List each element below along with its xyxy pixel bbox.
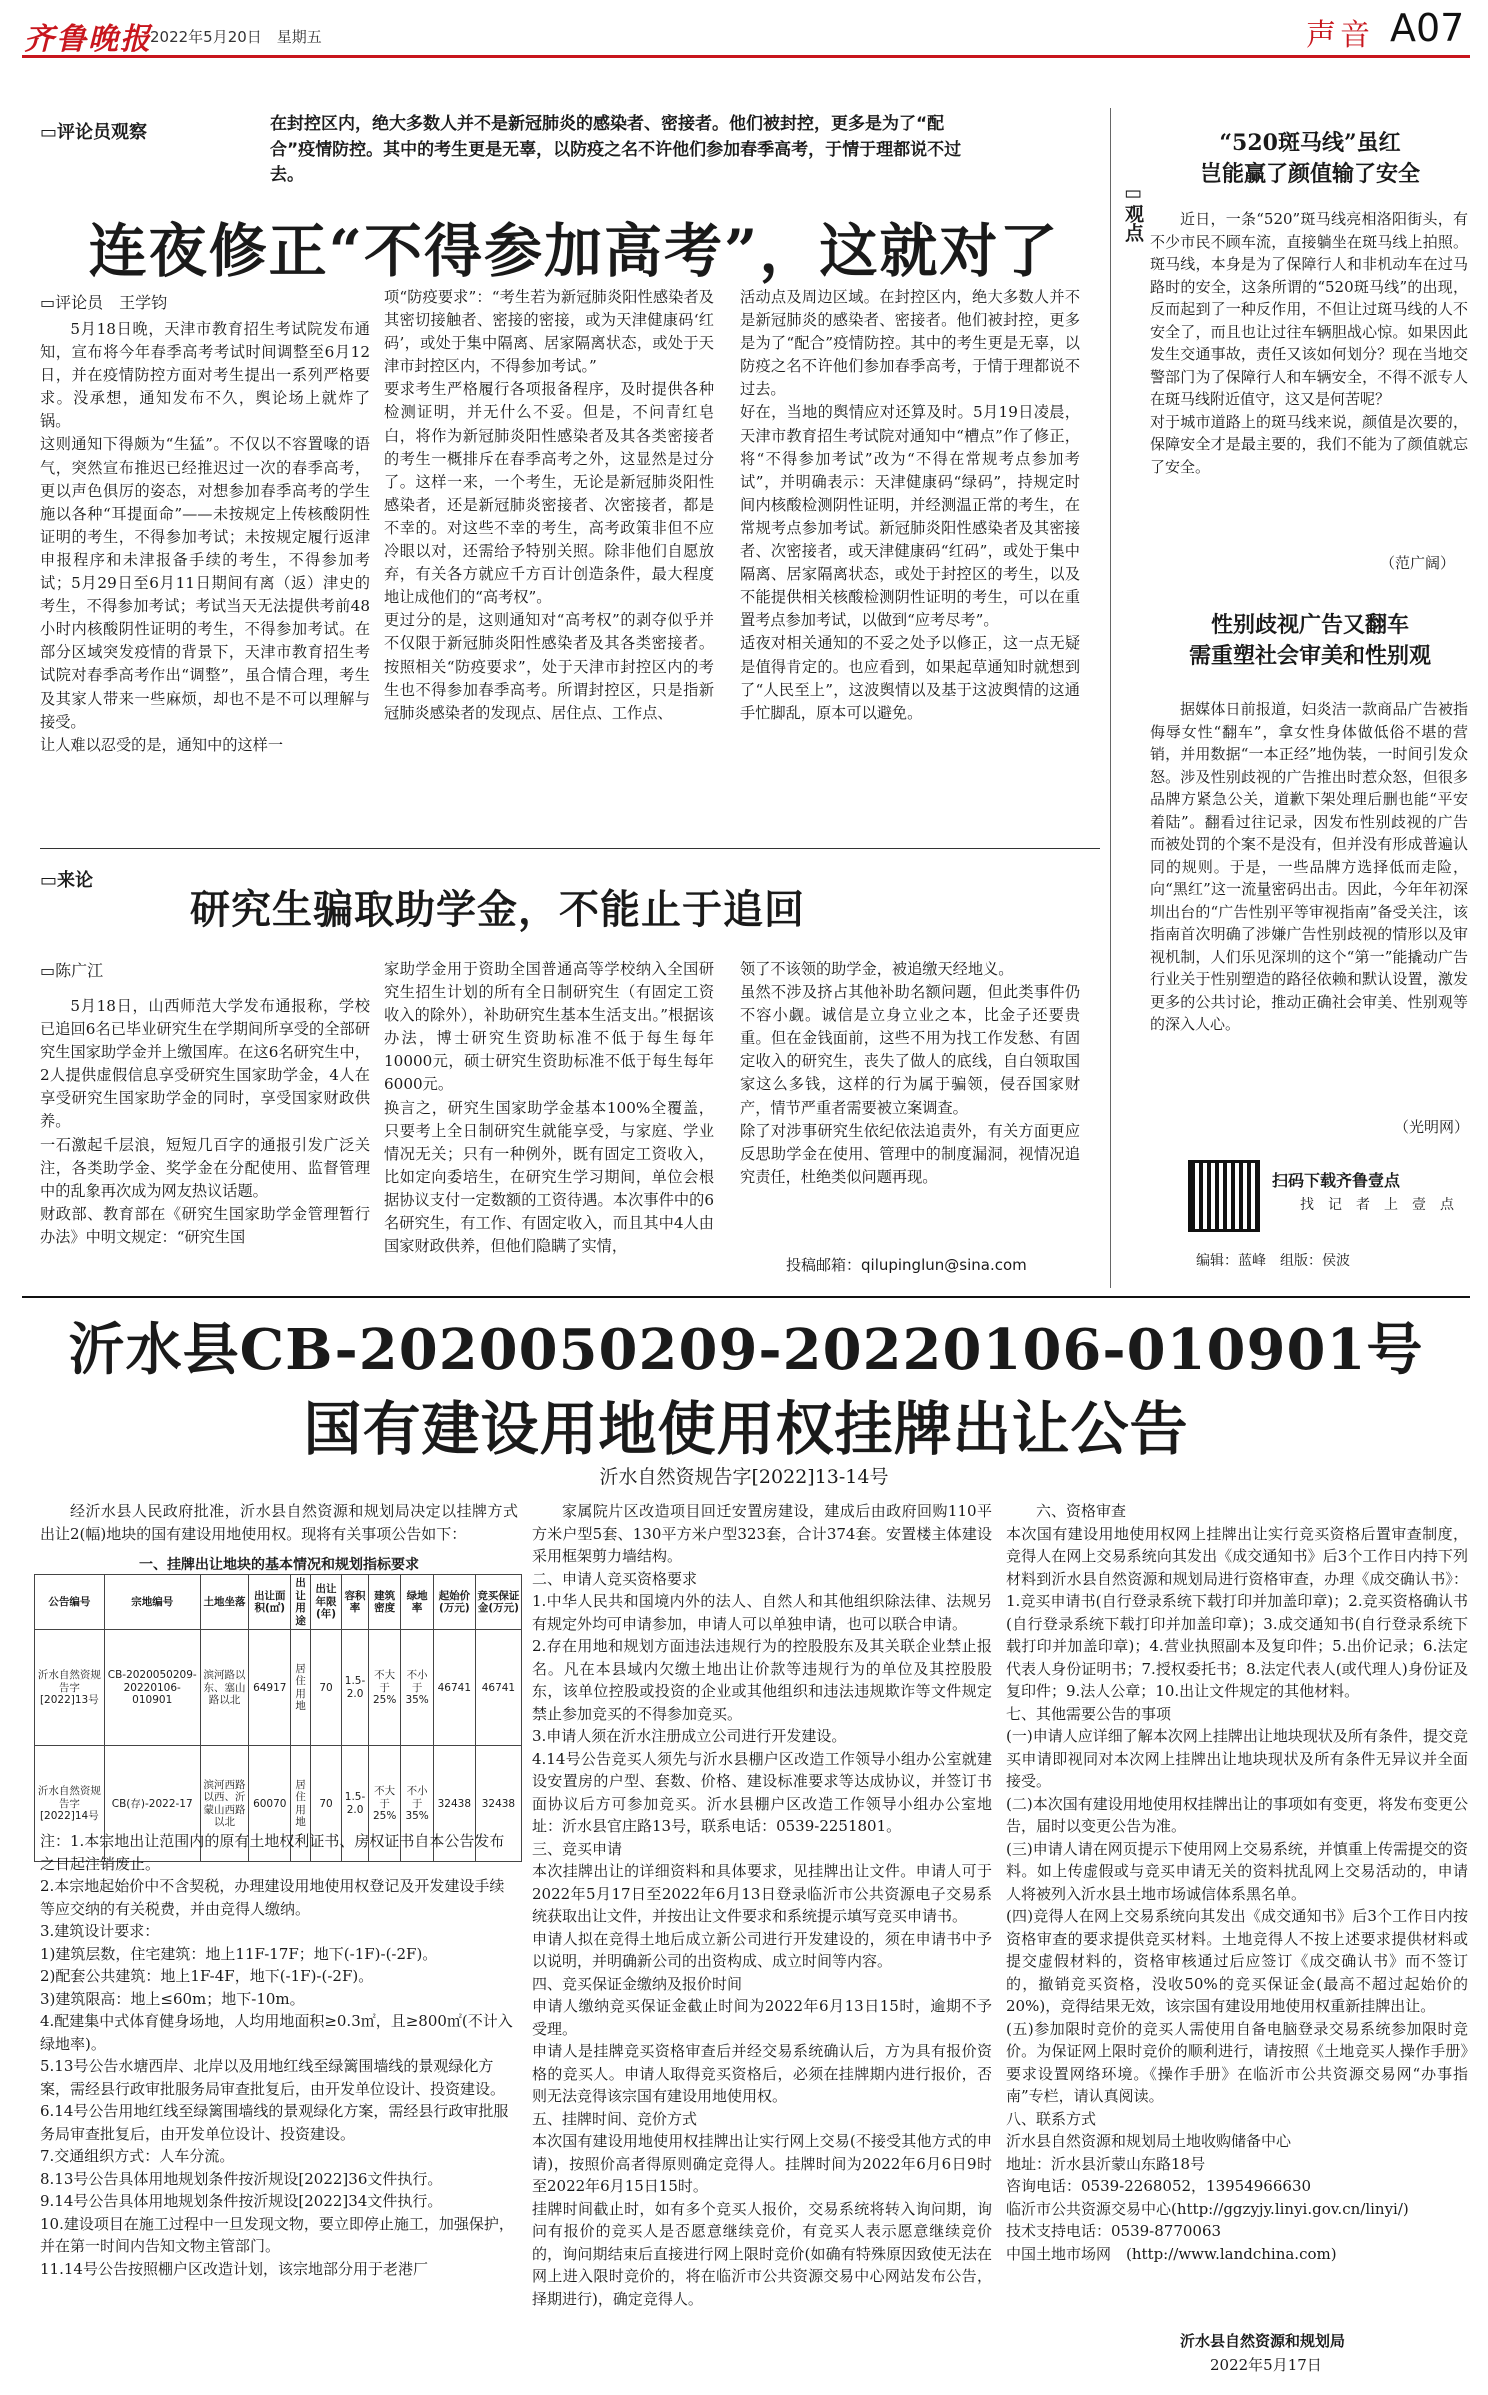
table-header-cell: 建筑密度 — [368, 1575, 400, 1630]
column-tag-lailun: ▭来论 — [40, 870, 94, 891]
table-header-cell: 公告编号 — [35, 1575, 105, 1630]
byline-second: ▭陈广江 — [40, 961, 104, 980]
table-header-cell: 绿地率 — [401, 1575, 433, 1630]
table-cell: 不小于35% — [401, 1630, 433, 1746]
table-cell: 64917 — [249, 1630, 291, 1746]
editor-credit: 编辑：蓝峰 组版：侯波 — [1196, 1253, 1350, 1269]
byline: ▭评论员 王学钧 — [40, 293, 168, 312]
issue-date: 2022年5月20日 星期五 — [150, 28, 322, 46]
table-cell: CB(存)-2022-17 — [104, 1746, 200, 1862]
table-header-cell: 土地坐落 — [200, 1575, 249, 1630]
notice-issuer: 沂水县自然资源和规划局 — [1180, 2332, 1346, 2350]
table-row — [35, 1630, 522, 1746]
notice-middle-col: 家属院片区改造项目回迁安置房建设，建成后由政府回购110平方米户型5套、130平方米户型323套，合计374套。安置楼主体建设采用框架剪力墙结构。 二、申请人竞买资格要求 1.中华人民共和国境内外的法人、自然人和其他组织除法律、法规另有规定外均可申请参加，申请人可以单独申请，也可以联合申请。 2.存在用地和规划方面违法违规行为的控股股东及其关联企业禁止报名。凡在本县域内欠缴土地出让价款等违规行为的单位及其控股股东，该单位控股或投资的企业或其他组织和违法违规欺诈等文件规定禁止参加竞买的不得参加竞买。 3.申请人须在沂水注册成立公司进行开发建设。 4.14号公告竞买人须先与沂水县棚户区改造工作领导小组办公室就建设安置房的户型、套数、价格、建设标准要求等达成协议，并签订书面协议后方可参加竞买。沂水县棚户区改造工作领导小组办公室地址：沂水县官庄路13号，联系电话：0539-2251801。 三、竞买申请 本次挂牌出让的详细资料和具体要求，见挂牌出让文件。申请人可于2022年5月17日至2022年6月13日登录临沂市公共资源电子交易系统获取出让文件，并按出让文件要求和系统提示填写竞买申请书。 申请人拟在竞得土地后成立新公司进行开发建设的，须在申请书中予以说明，并明确新公司的出资构成、成立时间等内容。 四、竞买保证金缴纳及报价时间 申请人缴纳竞买保证金截止时间为2022年6月13日15时，逾期不予受理。 申请人是挂牌竞买资格审查后并经交易系统确认后，方为具有报价资格的竞买人。申请人取得竞买资格后，必须在挂牌期内进行报价，否则无法竞得该宗国有建设用地使用权。 五、挂牌时间、竞价方式 本次国有建设用地使用权挂牌出让实行网上交易(不接受其他方式的申请)，按照价高者得原则确定竞得人。挂牌时间为2022年6月6日9时至2022年6月15日15时。 挂牌时间截止时，如有多个竞买人报价，交易系统将转入询问期，询问有报价的竞买人是否愿意继续竞价，有竞买人表示愿意继续竞价的，询问期结束后直接进行网上限时竞价(如确有特殊原因致使无法在网上进入限时竞价的，将在临沂市公共资源交易中心网站发布公告，择期进行)，确定竞得人。 — [532, 1502, 992, 2308]
table-header-cell: 容积率 — [342, 1575, 369, 1630]
article-col-3: 活动点及周边区域。在封控区内，绝大多数人并不是新冠肺炎的感染者、密接者。他们被封控，更多是为了“配合”疫情防控。其中的考生更是无辜，以防疫之名不许他们参加春季高考，于情于理都说不过去。 好在，当地的舆情应对还算及时。5月19日凌晨，天津市教育招生考试院对通知中“槽点”作了修正，将“不得参加考试”改为“不得在常规考点参加考试”，并明确表示：天津健康码“绿码”，持规定时间内核酸检测阴性证明，并经测温正常的考生，在常规考点参加考试。新冠肺炎阳性感染者及其密接者、次密接者，或天津健康码“红码”，或处于集中隔离、居家隔离状态，或处于封控区的考生，以及不能提供相关核酸检测阴性证明的考生，可以在重置考点参加考试，以做到“应考尽考”。 适夜对相关通知的不妥之处予以修正，这一点无疑是值得肯定的。也应看到，如果起草通知时就想到了“人民至上”，这波舆情以及基于这波舆情的这通手忙脚乱，原本可以避免。 — [740, 288, 1080, 722]
page-number: A07 — [1390, 6, 1465, 50]
qr-sub: 找 记 者 上 壹 点 — [1300, 1197, 1454, 1213]
section-name: 声音 — [1306, 18, 1374, 53]
table-cell: 70 — [310, 1746, 341, 1862]
sidebar-headline-b: 性别歧视广告又翻车 需重塑社会审美和性别观 — [1188, 612, 1431, 669]
notice-rule — [22, 1296, 1470, 1298]
lai-col-3: 领了不该领的助学金，被追缴天经地义。 虽然不涉及挤占其他补助名额问题，但此类事件仍不容小觑。诚信是立身立业之本，比金子还要贵重。但在金钱面前，这些不用为找工作发愁、有固定收入的研究生，丧失了做人的底线，自白领取国家这么多钱，这样的行为属于骗领，侵吞国家财产，情节严重者需要被立案调查。 除了对涉事研究生依纪依法追责外，有关方面更应反思助学金在使用、管理中的制度漏洞，视情况追究责任，杜绝类似问题再现。 — [740, 960, 1080, 1186]
table-header-cell: 出让面积(㎡) — [249, 1575, 291, 1630]
section-divider — [40, 848, 1100, 849]
table-cell: 沂水自然资规告字[2022]14号 — [35, 1746, 105, 1862]
notice-docno: 沂水自然资规告字[2022]13-14号 — [599, 1466, 889, 1488]
notice-date: 2022年5月17日 — [1210, 2356, 1322, 2374]
notice-intro: 经沂水县人民政府批准，沂水县自然资源和规划局决定以挂牌方式出让2(幅)地块的国有建设用地使用权。现将有关事项公告如下： — [40, 1502, 518, 1543]
notice-title-2: 国有建设用地使用权挂牌出让公告 — [303, 1395, 1189, 1463]
table-cell: 46741 — [433, 1630, 475, 1746]
table-cell: 32438 — [475, 1746, 521, 1862]
parcel-table — [34, 1574, 522, 1862]
table-caption: 一、挂牌出让地块的基本情况和规划指标要求 — [139, 1557, 419, 1573]
qr-label: 扫码下载齐鲁壹点 — [1272, 1171, 1401, 1190]
newspaper-logo: 齐鲁晚报 — [24, 22, 152, 57]
table-cell: 不小于35% — [401, 1746, 433, 1862]
column-tag-observer: ▭评论员观察 — [40, 122, 148, 143]
table-header-cell: 宗地编号 — [104, 1575, 200, 1630]
qr-code-icon[interactable] — [1188, 1160, 1260, 1232]
table-cell: 1.5-2.0 — [342, 1630, 369, 1746]
table-cell: 60070 — [249, 1746, 291, 1862]
lai-col-2: 家助学金用于资助全国普通高等学校纳入全国研究生招生计划的所有全日制研究生（有固定工资收入的除外），补助研究生基本生活支出。”根据该办法，博士研究生资助标准不低于每生每年10000元，硕士研究生资助标准不低于每生每年6000元。 换言之，研究生国家助学金基本100%全覆盖，只要考上全日制研究生就能享受，与家庭、学业情况无关；只有一种例外，既有固定工资收入，比如定向委培生，在研究生学习期间，单位会根据协议支付一定数额的工资待遇。本次事件中的6名研究生，有工作、有固定收入，而且其中4人由国家财政供养，但他们隐瞒了实情， — [384, 960, 714, 1256]
contact-email: 投稿邮箱：qilupinglun@sina.com — [786, 1256, 1027, 1274]
table-cell: 不大于25% — [368, 1746, 400, 1862]
sidebar-rule — [1110, 108, 1111, 1288]
table-cell: 居住用地 — [291, 1746, 311, 1862]
table-header-cell: 出让用途 — [291, 1575, 311, 1630]
sidebar-article-a: 近日，一条“520”斑马线亮相洛阳街头，有不少市民不顾车流，直接躺坐在斑马线上拍照。斑马线，本身是为了保障行人和非机动车在过马路时的安全，这条所谓的“520斑马线”的出现，反而起到了一种反作用，不但让过斑马线的人不安全了，而且也让过往车辆胆战心惊。如果因此发生交通事故，责任又该如何划分？现在当地交警部门为了保障行人和车辆安全，不得不派专人在斑马线附近值守，这又是何苦呢？ 对于城市道路上的斑马线来说，颜值是次要的，保障安全才是最主要的，我们不能为了颜值就忘了安全。 — [1150, 210, 1468, 476]
table-cell: 70 — [310, 1630, 341, 1746]
table-cell: 居住用地 — [291, 1630, 311, 1746]
source-a: （范广阔） — [1380, 554, 1456, 572]
table-cell: 滨河路以东、塞山路以北 — [200, 1630, 249, 1746]
notice-notes: 注：1.本宗地出让范围内的原有土地权利证书、房权证书自本公告发布之日起注销废止。 2.本宗地起始价中不含契税，办理建设用地使用权登记及开发建设手续等应交纳的有关税费，并由竞得人缴纳。 3.建筑设计要求： 1)建筑层数，住宅建筑：地上11F-17F；地下(-1F)-(-2F)。 2)配套公共建筑：地上1F-4F，地下(-1F)-(-2F)。 3)建筑限高：地上≤60m；地下-10m。 4.配建集中式体育健身场地，人均用地面积≥0.3㎡，且≥800㎡(不计入绿地率)。 5.13号公告水塘西岸、北岸以及用地红线至绿篱围墙线的景观绿化方案，需经县行政审批服务局审查批复后，由开发单位设计、投资建设。 6.14号公告用地红线至绿篱围墙线的景观绿化方案，需经县行政审批服务局审查批复后，由开发单位设计、投资建设。 7.交通组织方式：人车分流。 8.13号公告具体用地规划条件按沂规设[2022]36文件执行。 9.14号公告具体用地规划条件按沂规设[2022]34文件执行。 10.建设项目在施工过程中一旦发现文物，要立即停止施工，加强保护，并在第一时间内告知文物主管部门。 11.14号公告按照棚户区改造计划，该宗地部分用于老港厂 — [40, 1832, 514, 2278]
table-cell: 滨河西路以西、沂蒙山西路以北 — [200, 1746, 249, 1862]
article-col-1: 5月18日晚，天津市教育招生考试院发布通知，宣布将今年春季高考考试时间调整至6月12日，并在疫情防控方面对考生提出一系列严格要求。没承想，通知发布不久，舆论场上就炸了锅。 这则通知下得颇为“生猛”。不仅以不容置喙的语气，突然宣布推迟已经推迟过一次的春季高考，更以声色俱厉的姿态，对想参加春季高考的学生施以各种“耳提面命”——未按规定上传核酸阴性证明的考生，不得参加考试；未按规定履行返津申报程序和未津报备手续的考生，不得参加考试；5月29日至6月11日期间有离（返）津史的考生，不得参加考试；考试当天无法提供考前48小时内核酸阴性证明的考生，不得参加考试。在部分区域突发疫情的背景下，天津市教育招生考试院对春季高考作出“调整”，虽合情合理，考生及其家人带来一些麻烦，却也不是不可以理解与接受。 让人难以忍受的是，通知中的这样一 — [40, 320, 370, 754]
notice-right-col: 六、资格审查 本次国有建设用地使用权网上挂牌出让实行竞买资格后置审查制度，竞得人在网上交易系统向其发出《成交通知书》后3个工作日内持下列材料到沂水县自然资源和规划局进行资格审查，办理《成交确认书》：1.竞买申请书(自行登录系统下载打印并加盖印章)；2.竞买资格确认书(自行登录系统下载打印并加盖印章)；3.成交通知书(自行登录系统下载打印并加盖印章)；4.营业执照副本及复印件；5.出价记录；6.法定代表人身份证明书；7.授权委托书；8.法定代表人(或代理人)身份证及复印件；9.法人公章；10.出让文件规定的其他材料。 七、其他需要公告的事项 (一)申请人应详细了解本次网上挂牌出让地块现状及所有条件，提交竞买申请即视同对本次网上挂牌出让地块现状及所有条件无异议并全面接受。 (二)本次国有建设用地使用权挂牌出让的事项如有变更，将发布变更公告，届时以变更公告为准。 (三)申请人请在网页提示下使用网上交易系统，并慎重上传需提交的资料。如上传虚假或与竞买申请无关的资料扰乱网上交易活动的，申请人将被列入沂水县土地市场诚信体系黑名单。 (四)竞得人在网上交易系统向其发出《成交通知书》后3个工作日内按资格审查的要求提供竞买材料。土地竞得人不按上述要求提供材料或提交虚假材料的，资格审核通过后应签订《成交确认书》而不签订的，撤销竞买资格，没收50%的竞买保证金(最高不超过起始价的20%)，竞得结果无效，该宗国有建设用地使用权重新挂牌出让。 (五)参加限时竞价的竞买人需使用自备电脑登录交易系统参加限时竞价。为保证网上限时竞价的顺利进行，请按照《土地竞买人操作手册》要求设置网络环境。《操作手册》在临沂市公共资源交易网“办事指南”专栏，请认真阅读。 八、联系方式 沂水县自然资源和规划局土地收购储备中心 地址：沂水县沂蒙山东路18号 咨询电话：0539-2268052，13954966630 临沂市公共资源交易中心(http://ggzyjy.linyi.gov.cn/linyi/) 技术支持电话：0539-8770063 中国土地市场网 (http://www.landchina.com) — [1006, 1502, 1468, 2263]
table-cell: CB-2020050209-20220106-010901 — [104, 1630, 200, 1746]
source-b: （光明网） — [1394, 1118, 1470, 1136]
table-header-cell: 出让年限(年) — [310, 1575, 341, 1630]
article-col-2: 项“防疫要求”：“考生若为新冠肺炎阳性感染者及其密切接触者、密接的密接，或为天津健康码‘红码’，或处于集中隔离、居家隔离状态，或处于天津市封控区内，不得参加考试。” 要求考生严格履行各项报备程序，及时提供各种检测证明，并无什么不妥。但是，不问青红皂白，将作为新冠肺炎阳性感染者及其各类密接者的考生一概排斥在春季高考之外，这显然是过分了。这样一来，一个考生，无论是新冠肺炎阳性感染者，还是新冠肺炎密接者、次密接者，都是不幸的。对这些不幸的考生，高考政策非但不应冷眼以对，还需给予特别关照。除非他们自愿放弃，有关各方就应千方百计创造条件，最大程度地让成他们的“高考权”。 更过分的是，这则通知对“高考权”的剥夺似乎并不仅限于新冠肺炎阳性感染者及其各类密接者。按照相关“防疫要求”，处于天津市封控区内的考生也不得参加春季高考。所谓封控区，只是指新冠肺炎感染者的发现点、居住点、工作点、 — [384, 288, 714, 722]
table-header-cell: 起始价(万元) — [433, 1575, 475, 1630]
notice-title-1: 沂水县CB-2020050209-20220106-010901号 — [68, 1317, 1424, 1383]
table-cell: 不大于25% — [368, 1630, 400, 1746]
headline-second: 研究生骗取助学金，不能止于追回 — [190, 886, 805, 933]
sidebar-headline-a: “520斑马线”虽红 岂能赢了颜值输了安全 — [1199, 130, 1420, 187]
lede-quote: 在封控区内，绝大多数人并不是新冠肺炎的感染者、密接者。他们被封控，更多是为了“配合”疫情防控。其中的考生更是无辜，以防疫之名不许他们参加春季高考，于情于理都说不过去。 — [270, 114, 962, 185]
table-header-cell: 竞买保证金(万元) — [475, 1575, 521, 1630]
table-cell: 1.5-2.0 — [342, 1746, 369, 1862]
table-header-row — [35, 1575, 522, 1630]
table-cell: 46741 — [475, 1630, 521, 1746]
table-cell: 沂水自然资规告字[2022]13号 — [35, 1630, 105, 1746]
lai-col-1: 5月18日，山西师范大学发布通报称，学校已追回6名已毕业研究生在学期间所享受的全部研究生国家助学金并上缴国库。在这6名研究生中，2人提供虚假信息享受研究生国家助学金，4人在享受研究生国家助学金的同时，享受国家财政供养。 一石激起千层浪，短短几百字的通报引发广泛关注，各类助学金、奖学金在分配使用、监督管理中的乱象再次成为网友热议话题。 财政部、教育部在《研究生国家助学金管理暂行办法》中明文规定：“研究生国 — [40, 997, 370, 1246]
sidebar-label: ▭观点 — [1122, 182, 1144, 242]
parcel-table-wrap — [34, 1574, 522, 1862]
headline-main: 连夜修正“不得参加高考”，这就对了 — [88, 217, 1060, 285]
table-cell: 32438 — [433, 1746, 475, 1862]
sidebar-article-b: 据媒体日前报道，妇炎洁一款商品广告被指侮辱女性“翻车”，拿女性身体做低俗不堪的营销，并用数据“一本正经”地伪装，一时间引发众怒。涉及性别歧视的广告推出时惹众怒，但很多品牌方紧急公关，道歉下架处理后删也能“平安着陆”。翻看过往记录，因发布性别歧视的广告而被处罚的个案不是没有，但并没有形成普遍认同的规则。于是，一些品牌方选择低而走险，向“黑红”这一流量密码出击。因此，今年年初深圳出台的“广告性别平等审视指南”备受关注，该指南首次明确了涉嫌广告性别歧视的情形以及审视机制，人们乐见深圳的这个“第一”能撬动广告行业关于性别塑造的路径依赖和默认设置，激发更多的公共讨论，推动正确社会审美、性别观等的深入人心。 — [1150, 700, 1468, 1033]
